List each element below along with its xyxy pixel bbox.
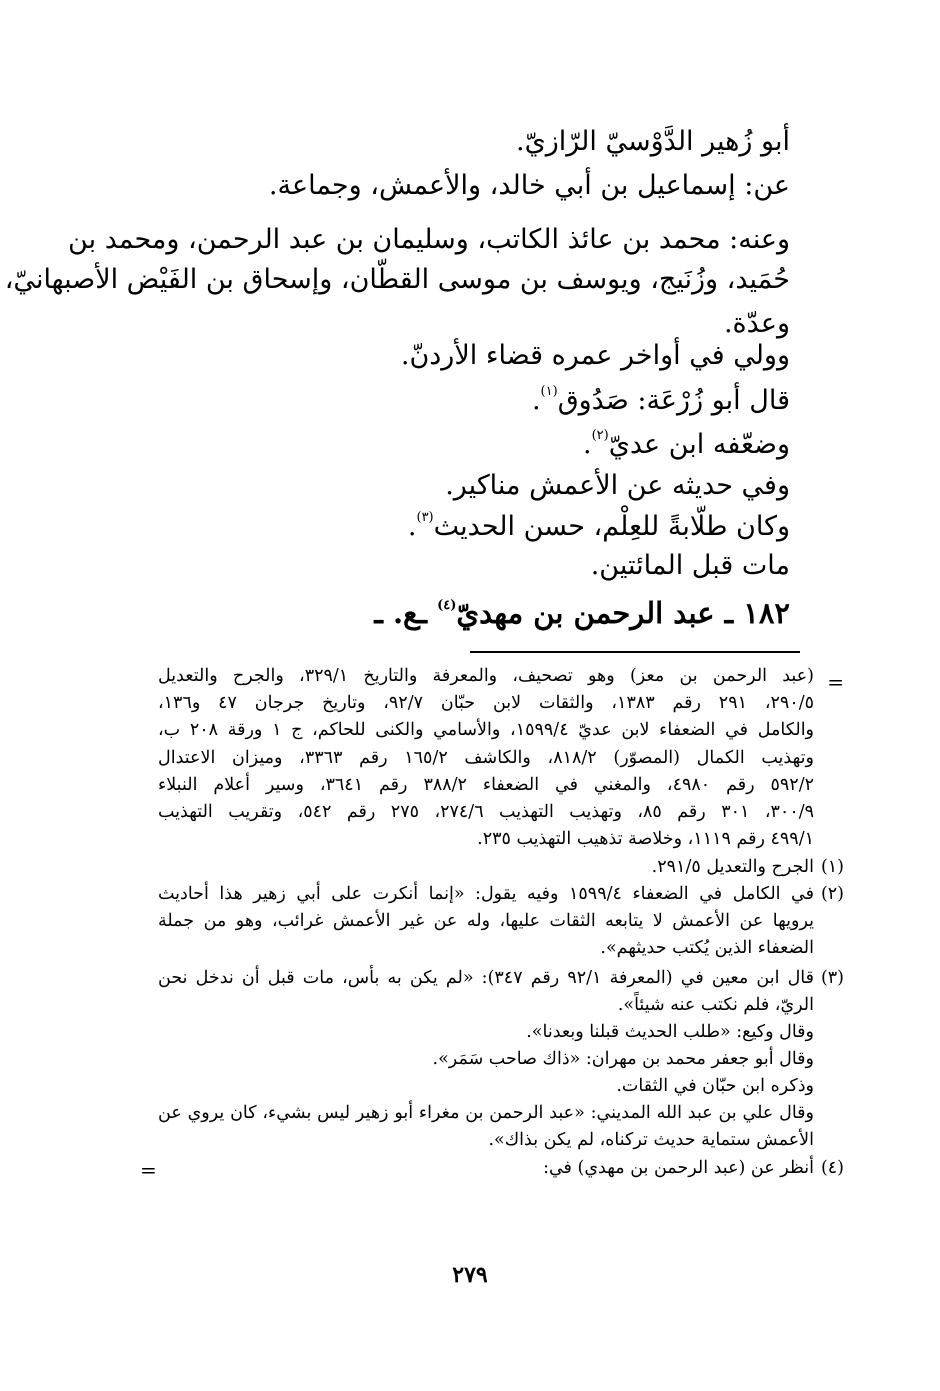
footnote-line: ٥٩٢/٢ رقم ٤٩٨٠، والمغني في الضعفاء ٣٨٨/٢ رقم ٣٦٤١، وسير أعلام النبلاء [158,775,814,795]
main-text: قال أبو زُرْعَة: صَدُوق [557,385,790,416]
main-text-line [408,510,790,542]
footnote-ref[interactable]: (٣) [416,510,434,525]
footnote-ref[interactable]: (٤) [437,598,457,613]
footnote-line: في الكامل في الضعفاء ١٥٩٩/٤ وفيه يقول: «إنما أنكرت على أبي زهير هذا أحاديث [158,884,814,904]
main-text-line: وولي في أواخر عمره قضاء الأردنّ. [400,340,790,371]
punctuation: . [582,429,592,460]
entry-heading-text: ١٨٢ ـ عبد الرحمن بن مهديّ [456,596,790,630]
footnote-line: وتهذيب الكمال (المصوّر) ٨١٨/٢، والكاشف ١٦٥/٢ رقم ٣٣٦٣، وميزان الاعتدال [158,748,815,768]
footnote-line: وقال وكيع: «طلب الحديث قبلنا وبعدنا». [526,1022,814,1042]
footnote-line: ٢٩٠/٥، ٢٩١ رقم ١٣٨٣، والثقات لابن حبّان ٩٢/٧، وتاريخ جرجان ٤٧ و١٣٦، [158,693,814,713]
footnote-separator [470,651,800,653]
main-text-line: وفي حديثه عن الأعمش مناكير. [445,470,790,501]
main-text-line [583,428,790,460]
main-text-line: وعنه: محمد بن عائذ الكاتب، وسليمان بن عبد الرحمن، ومحمد بن [68,224,790,255]
footnote-number: (٣) [820,968,844,988]
footnote-line: والكامل في الضعفاء لابن عديّ ١٥٩٩/٤، والأسامي والكنى للحاكم، ج ١ ورقة ٢٠٨ ب، [158,720,815,740]
footnote-ref[interactable]: (١) [540,384,558,399]
footnote-number: (٤) [820,1158,844,1178]
entry-heading-siglum: ـع. ـ [374,596,438,630]
footnote-line: وذكره ابن حبّان في الثقات. [616,1076,814,1096]
footnote-line: (عبد الرحمن بن معز) وهو تصحيف، والمعرفة والتاريخ ٣٢٩/١، والجرح والتعديل [158,666,814,686]
footnote-line: ٣٠٠/٩، ٣٠١ رقم ٨٥، وتهذيب التهذيب ٢٧٤/٦، ٢٧٥ رقم ٥٤٢، وتقريب التهذيب [158,802,815,822]
main-text: وكان طلّابةً للعِلْم، حسن الحديث [433,511,790,542]
main-text-line [532,384,790,416]
footnote-line: الريّ، فلم نكتب عنه شيئاً». [617,995,814,1015]
footnote-line: الأعمش ستماية حديث تركناه، لم يكن بذاك». [488,1130,814,1150]
footnote-line: يرويها عن الأعمش لا يتابعه الثقات عليها، وله عن غير الأعمش غرائب، وهو من جملة [158,911,814,931]
footnote-line: وقال علي بن عبد الله المديني: «عبد الرحمن بن مغراء أبو زهير ليس بشيء، كان يروي عن [158,1103,814,1123]
punctuation: . [407,511,417,542]
continues-mark: = [140,1158,157,1182]
main-text-line: حُمَيد، وزُنَيج، ويوسف بن موسى القطّان، وإسحاق بن الفَيْض الأصبهانيّ، [4,264,790,295]
footnote-line: وقال أبو جعفر محمد بن مهران: «ذاك صاحب سَمَر». [432,1049,814,1069]
main-text: وضعّفه ابن عديّ [608,429,790,460]
page-number: ٢٧٩ [452,1262,488,1288]
punctuation: . [531,385,541,416]
entry-heading [374,596,790,630]
main-text-line: وعدّة. [723,308,790,339]
footnote-number: (٢) [820,884,844,904]
main-text-line: أبو زُهير الدَّوْسيّ الرّازيّ. [516,126,790,157]
continuation-mark: = [827,670,844,694]
footnote-line: ٤٩٩/١ رقم ١١١٩، وخلاصة تذهيب التهذيب ٢٣٥. [477,829,814,849]
footnote-line: قال ابن معين في (المعرفة ٩٢/١ رقم ٣٤٧): «لم يكن به بأس، مات قبل أن ندخل نحن [158,968,814,988]
footnote-line: الضعفاء الذين يُكتب حديثهم». [600,938,814,958]
footnote-number: (١) [820,857,844,877]
footnote-line: أنظر عن (عبد الرحمن بن مهدي) في: [543,1158,814,1178]
footnote-line: الجرح والتعديل ٢٩١/٥. [651,857,814,877]
footnote-ref[interactable]: (٢) [591,428,609,443]
main-text-line: مات قبل المائتين. [590,550,790,581]
main-text-line: عن: إسماعيل بن أبي خالد، والأعمش، وجماعة. [268,170,790,201]
